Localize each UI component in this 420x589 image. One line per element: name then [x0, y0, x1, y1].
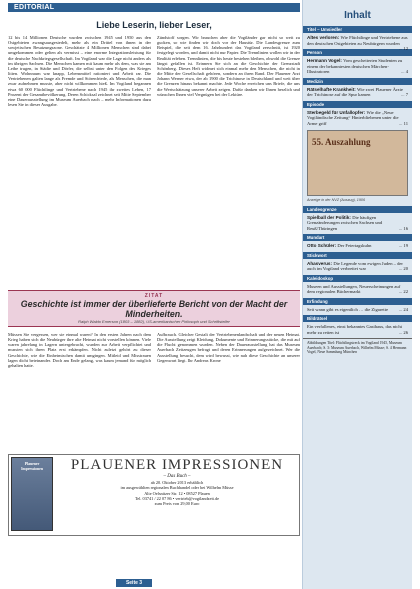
toc-entry[interactable]: [303, 307, 412, 313]
toc-entry-page: ... 20: [398, 266, 408, 272]
toc-section-header: Titel – Umsiedler: [303, 26, 412, 33]
toc-section-header: Person: [303, 49, 412, 56]
toc-entry-head: Hermann Vogel:: [307, 58, 344, 63]
toc-section-header: Erfindung: [303, 298, 412, 305]
ad-line: Alte Oelsnitzer Str. 12 • 08527 Plauen: [144, 490, 210, 496]
editorial-col-1: [8, 35, 151, 285]
ad-title: PLAUENER IMPRESSIONEN: [70, 457, 284, 473]
toc-image-caption: Anzeige in der NVZ (Auszug), 1906: [307, 198, 366, 202]
quote-box: [8, 290, 300, 327]
quote-label: ZITAT: [144, 293, 164, 299]
toc-entry-head: Sterbegeld für Unfallopfer:: [307, 109, 367, 115]
book-cover-title: Plauener Impressionen: [21, 462, 43, 471]
ad-line: ab 20. Oktober 2013 erhältlich: [150, 480, 204, 486]
toc-entry-page: ... 22: [398, 289, 408, 295]
toc-entry-text: Wie zwei Plauener Ärzte der Trichinose auf die Spur kamen: [307, 86, 403, 97]
toc-entry-text: Vom gescheiterten Studenten zu einem der bekanntesten deutschen Märchen-Illustratoren: [307, 58, 403, 74]
ad-subtitle: – Das Buch –: [163, 474, 191, 479]
section-label: EDITORIAL: [14, 4, 55, 11]
toc-entry-head: Altes verloren:: [307, 35, 341, 40]
book-cover-image: [11, 457, 53, 531]
toc-entry[interactable]: [303, 110, 412, 127]
toc-entry[interactable]: [303, 35, 412, 51]
toc-section-header: Kaleidoskop: [303, 275, 412, 282]
toc-entry-text: Die Legende vom ewigen Juden – der auch im Vogtland verbreitet war: [307, 260, 403, 272]
toc-entry-page: ... 11: [398, 120, 408, 126]
ad-line: Tel. 03741 / 22 07 86 • vertrieb@vogtlandzeit.de: [134, 495, 220, 501]
toc-entry-page: ... 19: [398, 243, 408, 249]
toc-entry-text: Wie Flüchtlinge und Vertriebene aus den deutschen Ostgebieten zu Neubürgern wurden: [307, 35, 408, 46]
section-header-bar: [8, 3, 300, 12]
toc-entry[interactable]: [303, 324, 412, 335]
toc-entry-page: ... 7: [401, 92, 408, 97]
toc-entry-page: ... 16: [398, 225, 408, 231]
editorial-lower-columns: [8, 332, 300, 450]
toc-section-header: Stickwort: [303, 252, 412, 259]
ad-line: im ausgewählten regionalen Buchhandel oder bei Wilhelm Müsse: [120, 485, 234, 491]
toc-entry-page: ... 4: [401, 69, 408, 74]
toc-entry-text: Die häufigen Grenzänderungen zwischen Sachsen und Reuß/Thüringen: [307, 214, 383, 231]
editorial-paragraph: Aufbrauch. Gleicher Gestalt der Vertriebenenlandschaft und der neuen Heimat. Die Ausstellung zeigt Kleidung, Dokumente und Erinnerungsstücke, die mit auf die Flucht genommen wurden. Neben der Dauerausstellung hat das Museum Auerbach Zeitzeugen befragt und deren Erinnerungen aufgezeichnet. Wer die Ausstellung besucht, dem wird bewusst, wie nah diese Geschichte an unserer Gegenwart liegt. Ihr Andreas Krone: [157, 332, 300, 363]
toc-entry-text: Museen und Ausstellungen, Neuerscheinungen auf dem regionalen Büchermarkt: [307, 283, 401, 295]
toc-entry-page: ... 26: [398, 329, 408, 335]
toc-entry[interactable]: [303, 87, 412, 98]
editorial-paragraph: 12 bis 14 Millionen Deutsche wurden zwischen 1945 und 1950 aus den Ostgebieten zwangsausgesiedelt, mehr als ein Drittel von ihnen in der sowjetischen Besatzungszone. Geschätzte 4 Millionen Menschen sind dabei umgekommen oder gelten als vermisst – eine enorme Integrationsleistung für die deutsche Nachkriegsgesellschaft. Im Vogtland war die Lage nicht anders als im übrigen Sachsen. Die Menschen kamen mit kaum mehr als dem, was sie am Leibe trugen, in Städte und Dörfer, die selbst unter den Folgen des Krieges litten. Wohnraum war knapp, Lebensmittel rationiert und Arbeit rar. Die Vertriebenen galten lange als Fremde und Störenfriede, als Menschen, die man zwar aufnehmen musste, aber nicht willkommen hieß. Im Vogtland begannen etwa 60 000 Flüchtlinge und Vertriebene nach 1945 ihr zweites Leben, 17 Prozent der Gesamtbevölkerung. Deren Schicksal zeichnet seit Mitte September eine Dauerausstellung im Museum Auerbach nach – mehr Informationen dazu lesen Sie in dieser Ausgabe.: [8, 35, 151, 108]
editorial-paragraph: Müssen Sie vergessen, wer sie einmal waren? In den ersten Jahren nach dem Krieg haben sich die Neubürger ihre alte Heimat nicht vorstellen können. Viele waren jahrelang in Lagern untergebracht, wurden zur Arbeit verpflichtet und mussten sich ihren Platz erst erkämpfen. Nicht zuletzt gehört zu dieser Geschichte, wie die Einheimischen damit umgingen. Mitleid und Misstrauen lagen dicht beieinander. Doch am Ende gelang, was kaum jemand für möglich gehalten hatte.: [8, 332, 151, 368]
book-advertisement: [8, 454, 300, 536]
quote-source: Ralph Waldo Emerson (1803 – 1882), US-amerikanischer Philosoph und Schriftsteller: [78, 319, 230, 324]
editorial-text-columns: [8, 35, 300, 285]
editorial-title: Liebe Leserin, lieber Leser,: [96, 20, 212, 30]
toc-section-header: Mundart: [303, 234, 412, 241]
quote-text: Geschichte ist immer der überlieferte Bericht von der Macht der Minderheiten.: [20, 299, 288, 319]
editorial-column: [8, 14, 300, 536]
image-credits: Abbildungen Titel: Flüchtlingstreck im Vogtland 1945, Museum Auerbach; S. 3: Museum Auerbach, Wilhelm Müsse; S. 4 Hermann Vogel, Neue Sammlung München: [303, 338, 412, 355]
toc-entry-text: Wie die „Neue Vogtländische Zeitung“ Hinterbliebenen unter die Arme griff: [307, 109, 399, 126]
page-number-footer: Seite 3: [116, 579, 152, 587]
toc-entry-head: Spielball der Politik:: [307, 214, 353, 220]
toc-section-header: Landesgrenze: [303, 206, 412, 213]
toc-entry[interactable]: [303, 215, 412, 232]
toc-entry-text: Seit wann gibt es eigentlich … die Zigarette: [307, 306, 389, 312]
toc-sidebar: [302, 0, 412, 589]
toc-ad-image: [307, 130, 408, 196]
toc-entry-page: ... 24: [398, 306, 408, 312]
toc-sections-top: [303, 26, 412, 126]
toc-ad-image-text: 55. Auszahlung: [312, 137, 371, 147]
toc-title: Inhalt: [344, 10, 371, 21]
ad-price: zum Preis von 29,00 Euro: [154, 501, 200, 507]
toc-entry[interactable]: [303, 284, 412, 295]
toc-section-header: Episode: [303, 101, 412, 108]
toc-sections-bottom: [303, 206, 412, 336]
toc-entry-head: Ahasverus:: [307, 260, 334, 266]
toc-entry-head: Rätselhafte Krankheit:: [307, 86, 358, 92]
toc-entry[interactable]: [303, 261, 412, 272]
toc-entry-page: ... 12: [398, 46, 408, 51]
ad-text: [57, 457, 297, 533]
toc-section-header: Medizin: [303, 78, 412, 85]
toc-entry[interactable]: [303, 58, 412, 75]
toc-entry-text: Der Feiertagskuhn: [337, 243, 372, 249]
lower-col-1: [8, 332, 151, 450]
editorial-paragraph: Zündstoff sorgen. Wir brauchen aber die Vogtländer gar nicht so weit zu gucken, so wie finden wir doch vor der Haustür. Die Landesgrenze zum Beispiel, die seit dem 16. Jahrhundert das Vogtland zerschnitt, ist 1920 festgelegt worden, und damit nicht nur Papier. Die Trennlinien wollen wir in der Realität erleben. Trennlinien, die bis heute bestehen bleiben, obwohl die Grenze längst gefallen ist. Erinnern Sie sich an die Geschichte der Grenzstadt Schönberg. Dieses Heft widmet sich einmal mehr den Menschen, die nicht in die Mitte der Gesellschaft gehören, sondern an ihren Rand. Der Plauener Arzt Johann Werner etwa, der ab 1900 die Trichinose in Deutschland und weit über die Grenzen hinaus bekannt machte. Jede Woche erreichen uns Briefe, die uns die Wertschätzung unserer Arbeit zeigen. Dafür danken wir Ihnen herzlich und wünschen Ihnen viel Vergnügen bei der Lektüre.: [157, 35, 300, 97]
toc-section-header: Bildrätsel: [303, 315, 412, 322]
lower-col-2: [157, 332, 300, 450]
toc-entry[interactable]: [303, 243, 412, 249]
editorial-col-2: [157, 35, 300, 285]
toc-entry-text: Ein verfallenes, einst bekanntes Gasthaus, das nicht mehr zu retten ist: [307, 324, 402, 335]
toc-entry-head: Otto Schüler:: [307, 243, 338, 249]
